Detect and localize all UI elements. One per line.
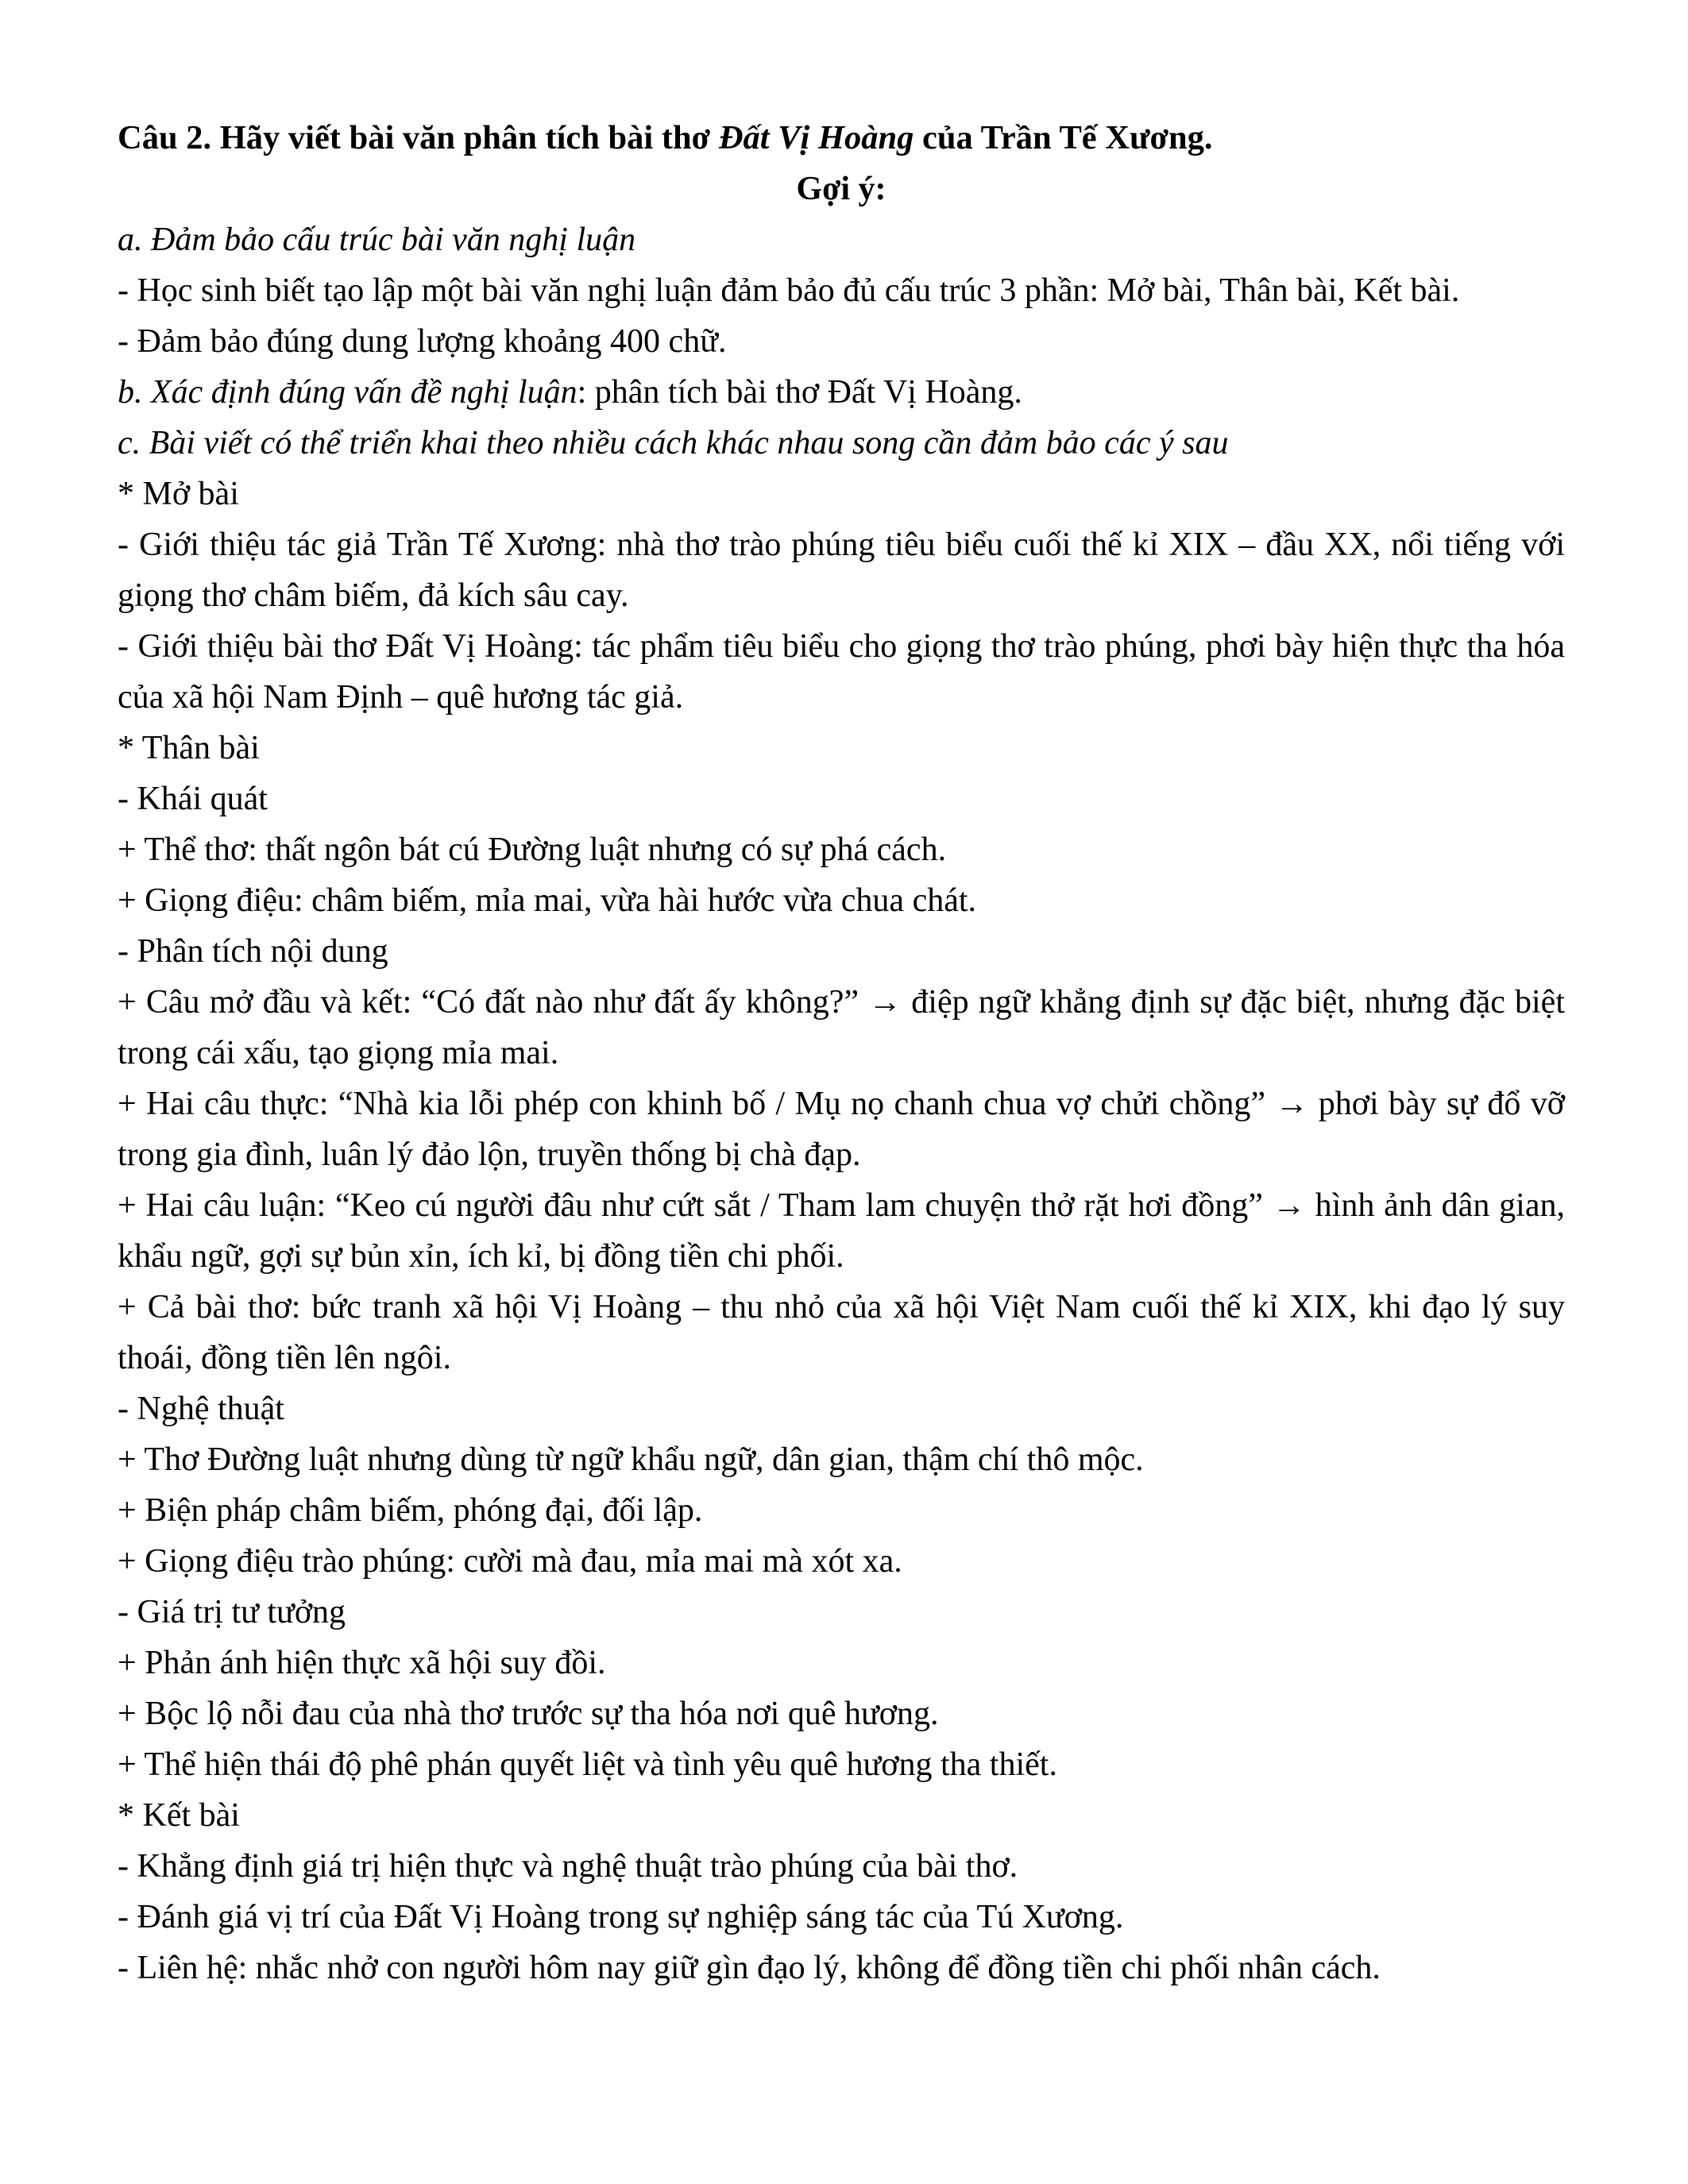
outline-line: - Giới thiệu tác giả Trần Tế Xương: nhà thơ trào phúng tiêu biểu cuối thế kỉ XIX – đầu XX, nổi tiếng với giọng thơ châm biếm, đả kích sâu cay. [118,527,1565,614]
outline-line: + Giọng điệu trào phúng: cười mà đau, mỉa mai mà xót xa. [118,1543,902,1580]
outline-line: + Phản ánh hiện thực xã hội suy đồi. [118,1645,606,1681]
a-item: - Học sinh biết tạo lập một bài văn nghị luận đảm bảo đủ cấu trúc 3 phần: Mở bài, Thân bài, Kết bài. [118,272,1460,309]
outline-line: - Nghệ thuật [118,1391,284,1427]
outline-body [118,469,1565,1993]
outline-line: - Khẳng định giá trị hiện thực và nghệ thuật trào phúng của bài thơ. [118,1848,1018,1885]
title-suffix: của Trần Tế Xương. [914,119,1213,156]
outline-line: - Đánh giá vị trí của Đất Vị Hoàng trong sự nghiệp sáng tác của Tú Xương. [118,1899,1124,1935]
section-b-text: : phân tích bài thơ Đất Vị Hoàng. [577,374,1022,411]
outline-line: + Giọng điệu: châm biếm, mỉa mai, vừa hài hước vừa chua chát. [118,882,977,919]
poem-title: Đất Vị Hoàng [718,119,914,156]
outline-line: + Bộc lộ nỗi đau của nhà thơ trước sự tha hóa nơi quê hương. [118,1696,939,1732]
document-page [118,113,1565,1993]
section-a-heading: a. Đảm bảo cấu trúc bài văn nghị luận [118,222,636,258]
hint-heading: Gợi ý: [796,171,886,207]
outline-line: - Liên hệ: nhắc nhở con người hôm nay giữ gìn đạo lý, không để đồng tiền chi phối nhân cách. [118,1950,1381,1986]
outline-line: + Hai câu luận: “Keo cú người đâu như cứt sắt / Tham lam chuyện thở rặt hơi đồng” → hình ảnh dân gian, khẩu ngữ, gợi sự bủn xỉn, ích kỉ, bị đồng tiền chi phối. [118,1187,1565,1275]
outline-line: - Giới thiệu bài thơ Đất Vị Hoàng: tác phẩm tiêu biểu cho giọng thơ trào phúng, phơi bày hiện thực tha hóa của xã hội Nam Định – quê hương tác giả. [118,628,1565,716]
outline-line: + Thể thơ: thất ngôn bát cú Đường luật nhưng có sự phá cách. [118,832,947,868]
outline-line: * Thân bài [118,730,260,766]
outline-line: - Khái quát [118,781,268,817]
outline-line: + Câu mở đầu và kết: “Có đất nào như đất ấy không?” → điệp ngữ khẳng định sự đặc biệt, nhưng đặc biệt trong cái xấu, tạo giọng mỉa mai. [118,984,1565,1071]
outline-line: * Mở bài [118,476,239,512]
outline-line: + Biện pháp châm biếm, phóng đại, đối lập. [118,1492,703,1529]
section-b-label: b. Xác định đúng vấn đề nghị luận [118,374,577,411]
outline-line: - Giá trị tư tưởng [118,1594,346,1630]
question-title [118,113,1565,164]
outline-line: - Phân tích nội dung [118,933,388,970]
title-text: Câu 2. Hãy viết bài văn phân tích bài thơ [118,119,719,156]
outline-line: * Kết bài [118,1797,240,1834]
outline-line: + Thể hiện thái độ phê phán quyết liệt và tình yêu quê hương tha thiết. [118,1746,1057,1783]
outline-line: + Cả bài thơ: bức tranh xã hội Vị Hoàng – thu nhỏ của xã hội Việt Nam cuối thế kỉ XIX, khi đạo lý suy thoái, đồng tiền lên ngôi. [118,1289,1565,1376]
outline-line: + Thơ Đường luật nhưng dùng từ ngữ khẩu ngữ, dân gian, thậm chí thô mộc. [118,1441,1144,1478]
section-c-heading: c. Bài viết có thể triển khai theo nhiều cách khác nhau song cần đảm bảo các ý sau [118,425,1229,461]
section-b-heading [118,367,1565,418]
a-item: - Đảm bảo đúng dung lượng khoảng 400 chữ. [118,323,727,360]
outline-line: + Hai câu thực: “Nhà kia lỗi phép con khinh bố / Mụ nọ chanh chua vợ chửi chồng” → phơi bày sự đổ vỡ trong gia đình, luân lý đảo lộn, truyền thống bị chà đạp. [118,1086,1565,1173]
